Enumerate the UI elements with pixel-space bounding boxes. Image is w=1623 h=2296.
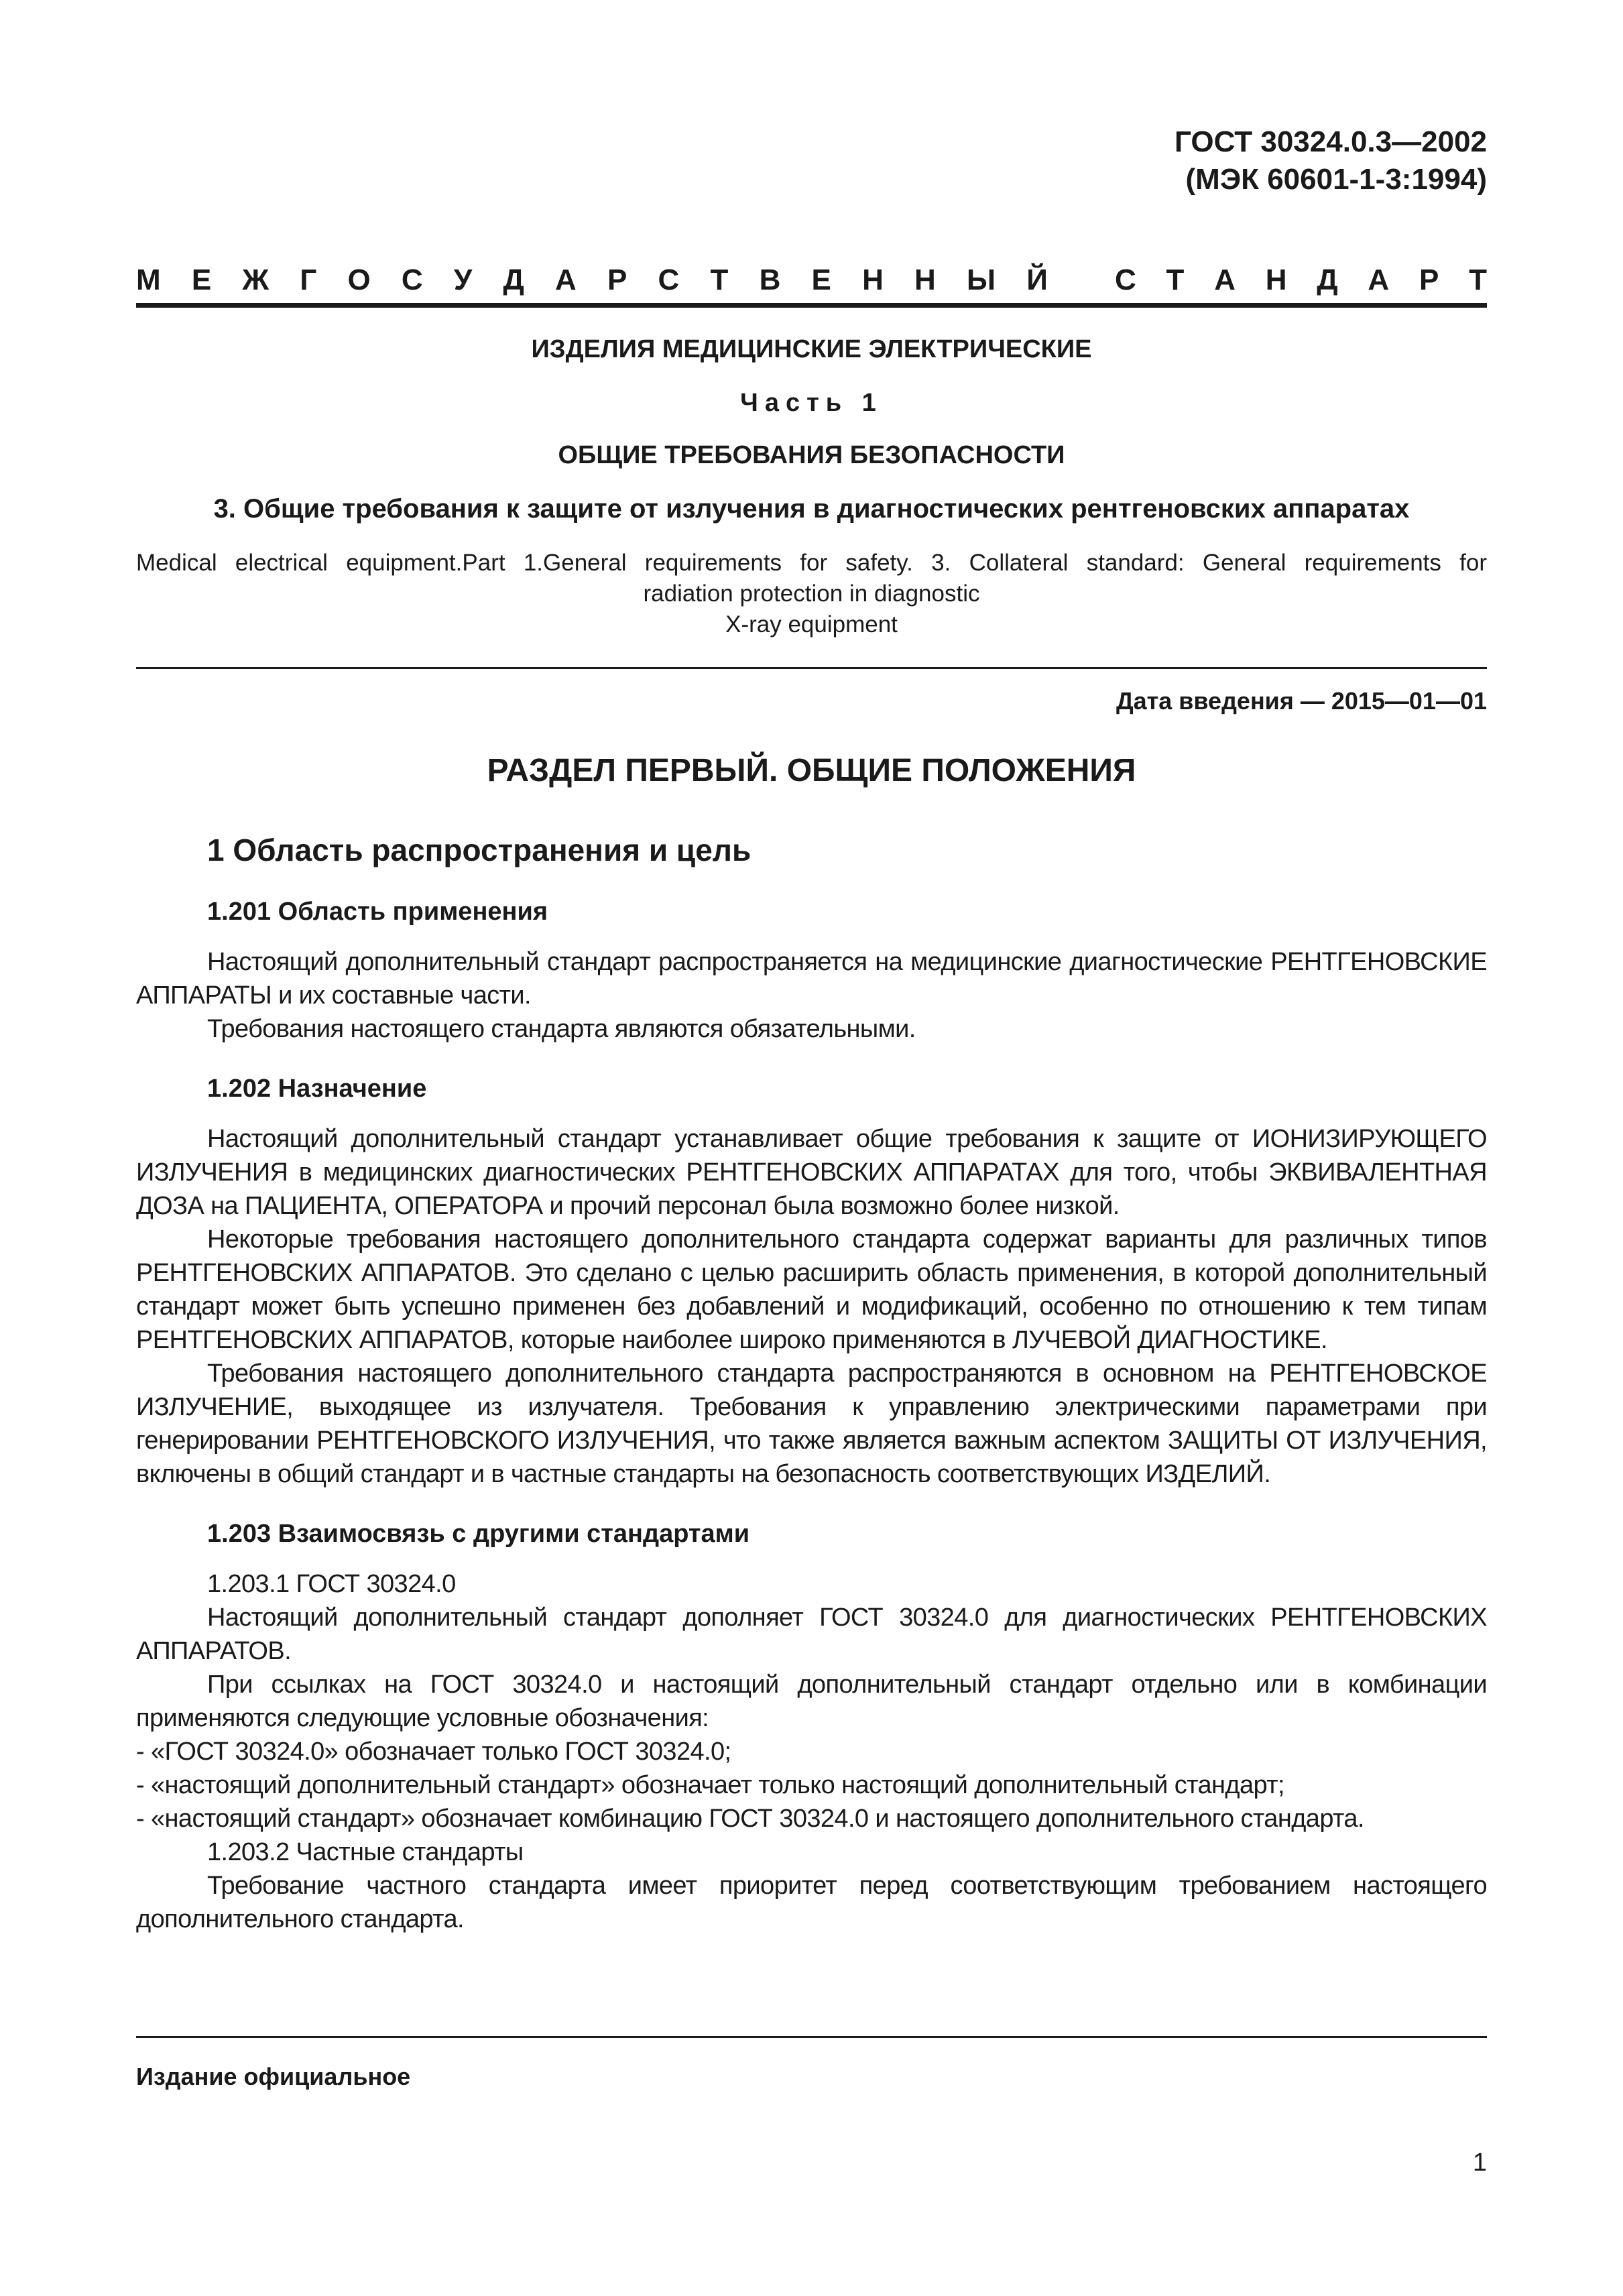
banner-letter: У [453, 263, 473, 296]
list-item: - «ГОСТ 30324.0» обозначает только ГОСТ 30324.0; [136, 1738, 731, 1766]
paragraph: Настоящий дополнительный стандарт дополняет ГОСТ 30324.0 для диагностических РЕНТГЕНОВСКИХ АППАРАТОВ. [136, 1604, 1487, 1665]
page-number: 1 [1472, 2149, 1487, 2177]
banner-letter: Т [710, 263, 729, 296]
intro-date: Дата введения — 2015—01—01 [1116, 687, 1487, 715]
title-rule [136, 667, 1487, 669]
clause-1-201-heading: 1.201 Область применения [207, 898, 548, 926]
section-title: РАЗДЕЛ ПЕРВЫЙ. ОБЩИЕ ПОЛОЖЕНИЯ [487, 753, 1136, 788]
paragraph: Требования настоящего дополнительного стандарта распространяются в основном на РЕНТГЕНОВСКОЕ ИЗЛУЧЕНИЕ, выходящее из излучателя. Требования к управлению электрическими параметрами при генерировании РЕНТГЕНОВСКОГО ИЗЛУЧЕНИЯ, что также является важным аспектом ЗАЩИТЫ ОТ ИЗЛУЧЕНИЯ, включены в общий стандарт и в частные стандарты на безопасность соответствующих ИЗДЕЛИЙ. [136, 1360, 1487, 1488]
paragraph: Требования настоящего стандарта являются обязательными. [207, 1015, 916, 1043]
english-title-line1: Medical electrical equipment.Part 1.General requirements for safety. 3. Collateral standard: General requirements for [136, 550, 1487, 576]
clause-1-203-heading: 1.203 Взаимосвязь с другими стандартами [207, 1520, 750, 1548]
gost-number: ГОСТ 30324.0.3—2002 [1175, 125, 1487, 158]
banner-letter: Ж [242, 263, 269, 296]
title-main: ИЗДЕЛИЯ МЕДИЦИНСКИЕ ЭЛЕКТРИЧЕСКИЕ [531, 335, 1092, 363]
banner-letter: Т [1469, 263, 1487, 296]
subclause-1-203-2-title: 1.203.2 Частные стандарты [207, 1838, 524, 1866]
clause-1-202-heading: 1.202 Назначение [207, 1075, 427, 1103]
banner-letter: О [347, 263, 371, 296]
banner-letter: Д [1317, 263, 1338, 296]
english-title-line3: X-ray equipment [725, 611, 898, 638]
paragraph: Требование частного стандарта имеет приоритет перед соответствующим требованием настоящего дополнительного стандарта. [136, 1872, 1487, 1933]
title-subtitle: 3. Общие требования к защите от излучения в диагностических рентгеновских аппаратах [213, 494, 1410, 524]
banner-letter: С [658, 263, 680, 296]
english-title-line2: radiation protection in diagnostic [643, 581, 980, 607]
banner-letter: Н [862, 263, 884, 296]
banner-letter: М [136, 263, 161, 296]
banner-letter: Р [1419, 263, 1439, 296]
official-edition-label: Издание официальное [136, 2063, 411, 2090]
paragraph: Настоящий дополнительный стандарт распространяется на медицинские диагностические РЕНТГЕНОВСКИЕ АППАРАТЫ и их составные части. [136, 948, 1487, 1010]
iec-number: (МЭК 60601-1-3:1994) [1185, 163, 1487, 196]
interstate-word [136, 263, 1048, 298]
list-item: - «настоящий дополнительный стандарт» обозначает только настоящий дополнительный стандарт; [136, 1771, 1284, 1799]
banner-letter: А [1368, 263, 1390, 296]
subclause-1-203-1-title: 1.203.1 ГОСТ 30324.0 [207, 1570, 456, 1598]
banner-letter: А [555, 263, 577, 296]
paragraph: Настоящий дополнительный стандарт устанавливает общие требования к защите от ИОНИЗИРУЮЩЕГО ИЗЛУЧЕНИЯ в медицинских диагностических РЕНТГЕНОВСКИХ АППАРАТАХ для того, чтобы ЭКВИВАЛЕНТНАЯ ДОЗА на ПАЦИЕНТА, ОПЕРАТОРА и прочий персонал была возможно более низкой. [136, 1125, 1487, 1220]
banner-letter: С [401, 263, 423, 296]
title-part: Часть 1 [740, 389, 883, 417]
english-title [136, 548, 1487, 640]
document-page [136, 107, 1487, 2252]
banner-letter: Е [811, 263, 831, 296]
standard-word [1115, 263, 1487, 298]
banner-letter: Д [503, 263, 524, 296]
gost-designation [136, 123, 1487, 198]
interstate-standard-banner [136, 263, 1487, 303]
banner-letter: В [759, 263, 781, 296]
list-item: - «настоящий стандарт» обозначает комбинацию ГОСТ 30324.0 и настоящего дополнительного стандарта. [136, 1805, 1364, 1833]
banner-letter: Й [1026, 263, 1048, 296]
banner-letter: Н [1265, 263, 1287, 296]
paragraph: Некоторые требования настоящего дополнительного стандарта содержат варианты для различных типов РЕНТГЕНОВСКИХ АППАРАТОВ. Это сделано с целью расширить область применения, в которой дополнительный стандарт может быть успешно применен без добавлений и модификаций, особенно по отношению к тем типам РЕНТГЕНОВСКИХ АППАРАТОВ, которые наиболее широко применяются в ЛУЧЕВОЙ ДИАГНОСТИКЕ. [136, 1225, 1487, 1354]
footer-rule [136, 2036, 1487, 2038]
banner-letter: С [1115, 263, 1136, 296]
header-rule [136, 303, 1487, 308]
title-requirements: ОБЩИЕ ТРЕБОВАНИЯ БЕЗОПАСНОСТИ [558, 441, 1065, 469]
banner-letter: Ы [967, 263, 996, 296]
banner-letter: Т [1166, 263, 1185, 296]
banner-letter: Г [300, 263, 317, 296]
banner-letter: Р [607, 263, 627, 296]
banner-letter: Н [914, 263, 936, 296]
banner-letter: Е [191, 263, 212, 296]
banner-letter: А [1214, 263, 1236, 296]
clause-1-heading: 1 Область распространения и цель [207, 833, 752, 867]
paragraph: При ссылках на ГОСТ 30324.0 и настоящий дополнительный стандарт отдельно или в комбинации применяются следующие условные обозначения: [136, 1671, 1487, 1732]
